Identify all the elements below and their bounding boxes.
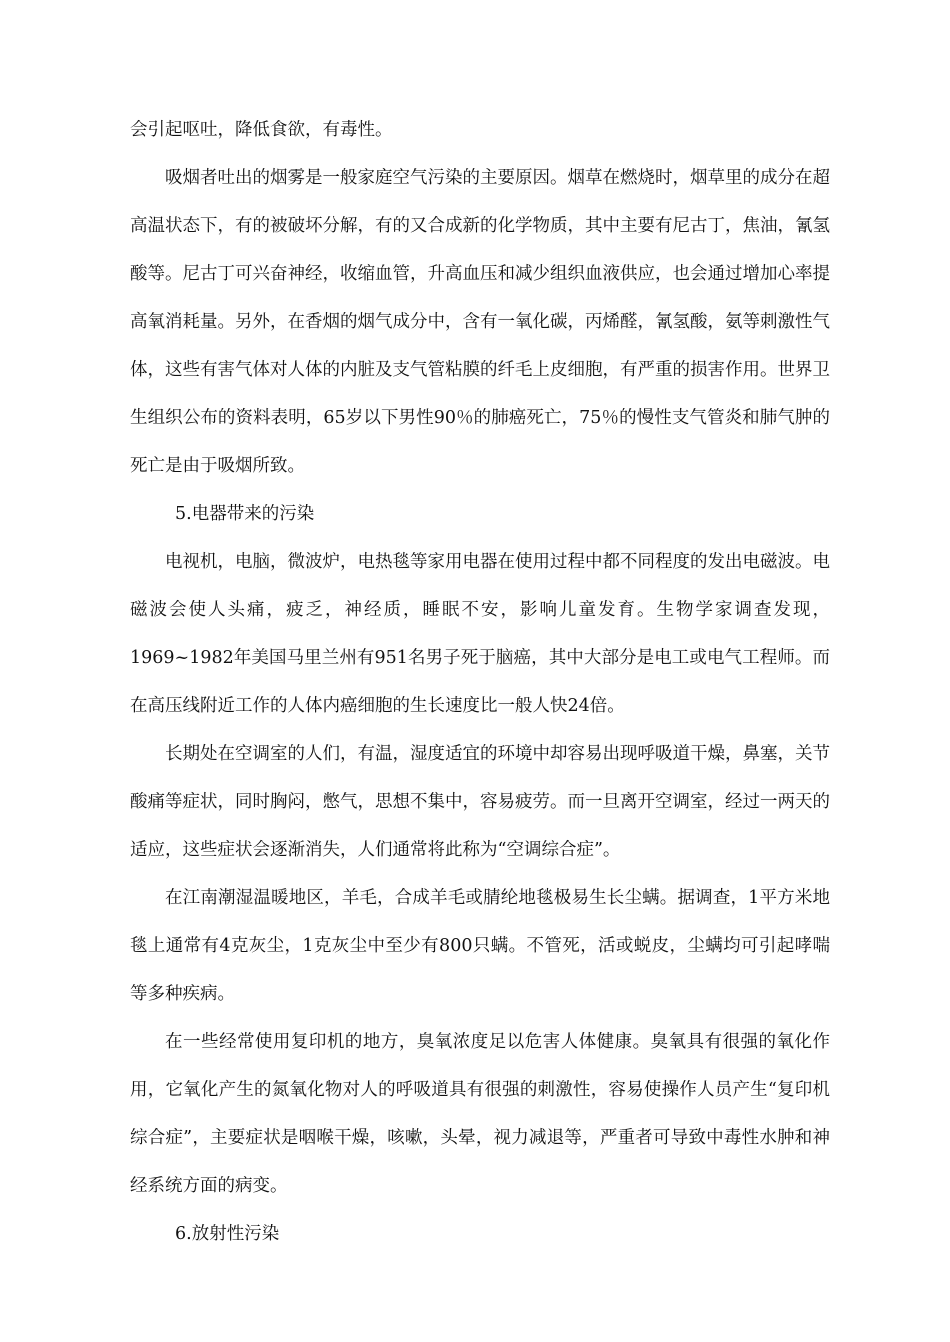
paragraph-smoking: 吸烟者吐出的烟雾是一般家庭空气污染的主要原因。烟草在燃烧时，烟草里的成分在超高温状态下，有的被破坏分解，有的又合成新的化学物质，其中主要有尼古丁，焦油，氰氢酸等。尼古丁可兴奋神经，收缩血管，升高血压和减少组织血液供应，也会通过增加心率提高氧消耗量。另外，在香烟的烟气成分中，含有一氧化碳，丙烯醛，氰氢酸，氨等刺激性气体，这些有害气体对人体的内脏及支气管粘膜的纤毛上皮细胞，有严重的损害作用。世界卫生组织公布的资料表明，65岁以下男性90％的肺癌死亡，75％的慢性支气管炎和肺气肿的死亡是由于吸烟所致。 (130, 168, 830, 476)
paragraph-electromagnetic: 电视机，电脑，微波炉，电热毯等家用电器在使用过程中都不同程度的发出电磁波。电磁波会使人头痛，疲乏，神经质，睡眠不安，影响儿童发育。生物学家调查发现，1969~1982年美国马里兰州有951名男子死于脑癌，其中大部分是电工或电气工程师。而在高压线附近工作的人体内癌细胞的生长速度比一般人快24倍。 (130, 552, 830, 716)
section-heading-appliances: 5.电器带来的污染 (175, 504, 315, 524)
paragraph-air-conditioning: 长期处在空调室的人们，有温，湿度适宜的环境中却容易出现呼吸道干燥，鼻塞，关节酸痛等症状，同时胸闷，憋气，思想不集中，容易疲劳。而一旦离开空调室，经过一两天的适应，这些症状会逐渐消失，人们通常将此称为“空调综合症”。 (130, 744, 830, 860)
paragraph-continuation: 会引起呕吐，降低食欲，有毒性。 (130, 120, 393, 140)
section-heading-radiation: 6.放射性污染 (175, 1224, 280, 1244)
document-body (130, 106, 830, 1258)
paragraph-photocopier: 在一些经常使用复印机的地方，臭氧浓度足以危害人体健康。臭氧具有很强的氧化作用，它氧化产生的氮氧化物对人的呼吸道具有很强的刺激性，容易使操作人员产生“复印机综合症”，主要症状是咽喉干燥，咳嗽，头晕，视力减退等，严重者可导致中毒性水肿和神经系统方面的病变。 (130, 1032, 830, 1196)
paragraph-dust-mites: 在江南潮湿温暖地区，羊毛，合成羊毛或腈纶地毯极易生长尘螨。据调查，1平方米地毯上通常有4克灰尘，1克灰尘中至少有800只螨。不管死，活或蜕皮，尘螨均可引起哮喘等多种疾病。 (130, 888, 830, 1004)
